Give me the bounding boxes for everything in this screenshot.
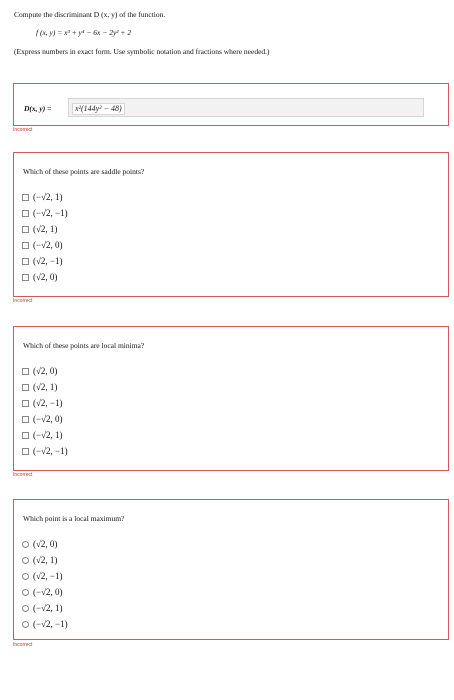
checkbox-icon[interactable] xyxy=(22,258,29,265)
checkbox-icon[interactable] xyxy=(22,368,29,375)
option-label: (−√2, −1) xyxy=(33,208,68,218)
radio-icon[interactable] xyxy=(22,541,29,548)
minima-option[interactable] xyxy=(22,363,68,379)
saddle-option[interactable] xyxy=(22,269,68,285)
checkbox-icon[interactable] xyxy=(22,194,29,201)
checkbox-icon[interactable] xyxy=(22,242,29,249)
local-minima-box xyxy=(13,326,449,471)
saddle-options xyxy=(22,189,68,285)
minima-option[interactable] xyxy=(22,443,68,459)
minima-option[interactable] xyxy=(22,411,68,427)
option-label: (−√2, 1) xyxy=(33,603,63,613)
saddle-option[interactable] xyxy=(22,205,68,221)
local-maximum-box xyxy=(13,499,449,640)
saddle-option[interactable] xyxy=(22,253,68,269)
option-label: (√2, 0) xyxy=(33,366,58,376)
minima-options xyxy=(22,363,68,459)
option-label: (−√2, 0) xyxy=(33,414,63,424)
option-label: (√2, 0) xyxy=(33,539,58,549)
option-label: (√2, 0) xyxy=(33,272,58,282)
radio-icon[interactable] xyxy=(22,557,29,564)
option-label: (√2, −1) xyxy=(33,256,63,266)
option-label: (−√2, 1) xyxy=(33,192,63,202)
minima-status: Incorrect xyxy=(13,472,33,478)
option-label: (−√2, 0) xyxy=(33,587,63,597)
discriminant-status: Incorrect xyxy=(13,127,33,133)
option-label: (−√2, 0) xyxy=(33,240,63,250)
problem-intro xyxy=(14,10,270,65)
radio-icon[interactable] xyxy=(22,621,29,628)
checkbox-icon[interactable] xyxy=(22,274,29,281)
option-label: (√2, 1) xyxy=(33,224,58,234)
saddle-points-box xyxy=(13,152,449,297)
option-label: (−√2, −1) xyxy=(33,619,68,629)
option-label: (√2, 1) xyxy=(33,555,58,565)
minima-option[interactable] xyxy=(22,395,68,411)
radio-icon[interactable] xyxy=(22,605,29,612)
option-label: (√2, −1) xyxy=(33,398,63,408)
maximum-question: Which point is a local maximum? xyxy=(23,514,125,523)
option-label: (−√2, 1) xyxy=(33,430,63,440)
option-label: (√2, −1) xyxy=(33,571,63,581)
checkbox-icon[interactable] xyxy=(22,416,29,423)
checkbox-icon[interactable] xyxy=(22,400,29,407)
saddle-status: Incorrect xyxy=(13,298,33,304)
maximum-option[interactable] xyxy=(22,600,68,616)
maximum-option[interactable] xyxy=(22,568,68,584)
checkbox-icon[interactable] xyxy=(22,384,29,391)
checkbox-icon[interactable] xyxy=(22,448,29,455)
checkbox-icon[interactable] xyxy=(22,432,29,439)
minima-option[interactable] xyxy=(22,427,68,443)
maximum-options xyxy=(22,536,68,632)
instruction-note: (Express numbers in exact form. Use symbolic notation and fractions where needed.) xyxy=(14,46,270,56)
discriminant-input[interactable] xyxy=(68,98,424,117)
maximum-option[interactable] xyxy=(22,536,68,552)
function-formula: f (x, y) = x³ + y⁴ − 6x − 2y² + 2 xyxy=(36,28,132,38)
option-label: (√2, 1) xyxy=(33,382,58,392)
radio-icon[interactable] xyxy=(22,589,29,596)
checkbox-icon[interactable] xyxy=(22,210,29,217)
minima-question: Which of these points are local minima? xyxy=(23,341,145,350)
minima-option[interactable] xyxy=(22,379,68,395)
maximum-option[interactable] xyxy=(22,552,68,568)
instruction-text: Compute the discriminant D (x, y) of the function. xyxy=(14,10,166,19)
maximum-status: Incorrect xyxy=(13,642,33,648)
discriminant-label: D(x, y) = xyxy=(24,104,52,113)
option-label: (−√2, −1) xyxy=(33,446,68,456)
saddle-option[interactable] xyxy=(22,221,68,237)
checkbox-icon[interactable] xyxy=(22,226,29,233)
radio-icon[interactable] xyxy=(22,573,29,580)
discriminant-answer[interactable]: x²(144y² − 48) xyxy=(72,103,125,115)
discriminant-box xyxy=(13,83,449,126)
saddle-option[interactable] xyxy=(22,189,68,205)
maximum-option[interactable] xyxy=(22,584,68,600)
saddle-option[interactable] xyxy=(22,237,68,253)
saddle-question: Which of these points are saddle points? xyxy=(23,167,145,176)
maximum-option[interactable] xyxy=(22,616,68,632)
